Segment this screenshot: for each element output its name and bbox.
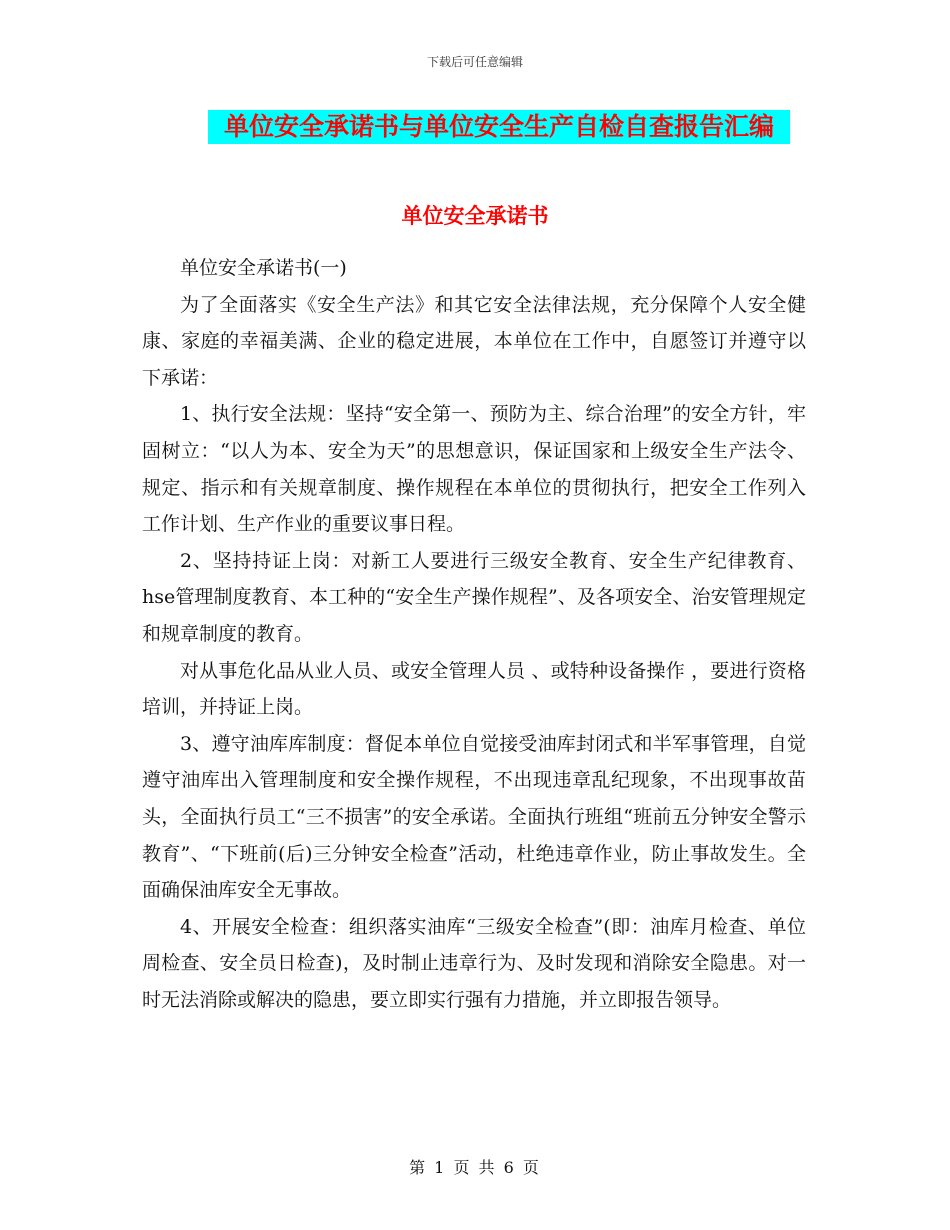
paragraph: 1、执行安全法规：坚持“安全第一、预防为主、综合治理”的安全方针，牢固树立：“以人为本、安全为天”的思想意识，保证国家和上级安全生产法令、规定、指示和有关规章制度、操作规程在本单位的贯彻执行，把安全工作列入工作计划、生产作业的重要议事日程。: [142, 403, 806, 536]
document-title: 单位安全承诺书与单位安全生产自检自查报告汇编: [223, 112, 774, 141]
section-title: 单位安全承诺书: [401, 204, 549, 228]
title-highlight: [208, 110, 790, 144]
document-body: [142, 250, 806, 1018]
paragraph: 单位安全承诺书(一): [180, 257, 347, 279]
paragraph: 对从事危化品从业人员、或安全管理人员 、或特种设备操作 ，要进行资格培训，并持证上岗。: [142, 659, 806, 719]
page-number: 第 1 页 共 6 页: [409, 1158, 541, 1177]
paragraph: 4、开展安全检查：组织落实油库“三级安全检查”(即：油库月检查、单位周检查、安全员日检查)，及时制止违章行为、及时发现和消除安全隐患。对一时无法消除或解决的隐患，要立即实行强有力措施，并立即报告领导。: [142, 915, 806, 1011]
paragraph: 为了全面落实《安全生产法》和其它安全法律法规，充分保障个人安全健康、家庭的幸福美满、企业的稳定进展，本单位在工作中，自愿签订并遵守以下承诺：: [142, 293, 806, 389]
paragraph: 3、遵守油库库制度：督促本单位自觉接受油库封闭式和半军事管理，自觉遵守油库出入管理制度和安全操作规程，不出现违章乱纪现象，不出现事故苗头，全面执行员工“三不损害”的安全承诺。全面执行班组“班前五分钟安全警示教育”、“下班前(后)三分钟安全检查”活动，杜绝违章作业，防止事故发生。全面确保油库安全无事故。: [142, 732, 806, 902]
paragraph: 2、坚持持证上岗：对新工人要进行三级安全教育、安全生产纪律教育、hse管理制度教育、本工种的“安全生产操作规程”、及各项安全、治安管理规定和规章制度的教育。: [142, 549, 806, 645]
header-note: 下载后可任意编辑: [426, 55, 523, 69]
